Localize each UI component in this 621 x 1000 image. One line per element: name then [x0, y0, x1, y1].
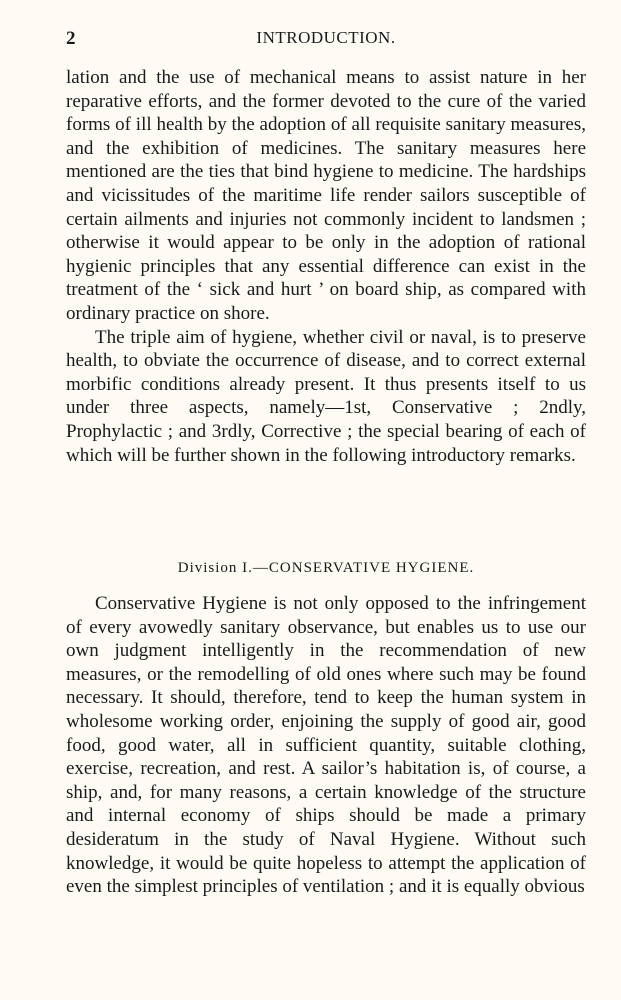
paragraph: The triple aim of hygiene, whether civil or naval, is to preserve health, to obviate the occurrence of disease, and to correct external morbific conditions already present. It thus presents itself to us under three aspects, namely—1st, Conservative ; 2ndly, Prophylactic ; and 3rdly, Corrective ; the special bearing of each of which will be further shown in the following introductory remarks. [66, 326, 586, 466]
paragraph: lation and the use of mechanical means to assist nature in her reparative efforts, and the former devoted to the cure of the varied forms of ill health by the adoption of all requisite sanitary measures, and the exhibition of medicines. The sanitary measures here mentioned are the ties that bind hygiene to medicine. The hardships and vicissitudes of the maritime life render sailors susceptible of certain ailments and injuries not commonly incident to landsmen ; otherwise it would appear to be only in the adoption of rational hygienic principles that any essential difference can exist in the treatment of the ‘ sick and hurt ’ on board ship, as compared with ordinary practice on shore. [66, 67, 586, 324]
division-heading: Division I.—CONSERVATIVE HYGIENE. [177, 560, 475, 576]
page-number: 2 [66, 28, 76, 49]
body-text-bottom [66, 592, 586, 899]
running-head: INTRODUCTION. [256, 28, 396, 47]
page-header [66, 28, 586, 54]
body-text-top [66, 66, 586, 467]
paragraph: Conservative Hygiene is not only opposed to the infringement of every avowedly sanitary observance, but enables us to use our own judgment intelligently in the recommendation of new measures, or the remodelling of old ones where such may be found necessary. It should, therefore, tend to keep the human system in wholesome working order, enjoining the supply of good air, good food, good water, all in sufficient quantity, suitable clothing, exercise, recreation, and rest. A sailor’s habitation is, of course, a ship, and, for many reasons, a certain knowledge of the structure and internal economy of ships should be made a primary desideratum in the study of Naval Hygiene. Without such knowledge, it would be quite hopeless to attempt the application of even the simplest principles of ventilation ; and it is equally obvious [66, 593, 586, 898]
